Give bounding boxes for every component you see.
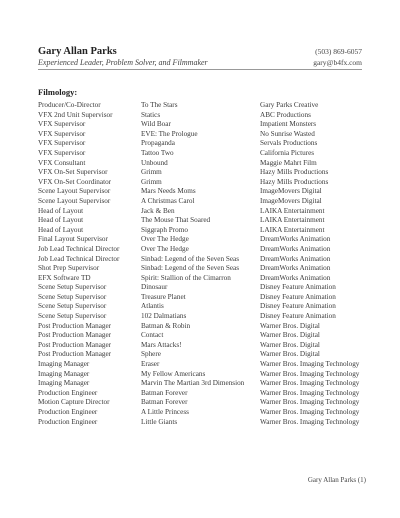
film-title: Statics xyxy=(141,110,161,119)
film-row xyxy=(38,255,368,265)
film-title: Sinbad: Legend of the Seven Seas xyxy=(141,254,240,263)
film-studio: Warner Bros. Imaging Technology xyxy=(260,379,360,388)
film-row xyxy=(38,149,368,159)
film-row xyxy=(38,207,368,217)
film-studio: Hazy Mills Productions xyxy=(260,177,329,186)
film-title: Dinosaur xyxy=(141,283,168,292)
film-title: A Christmas Carol xyxy=(141,196,195,205)
film-row xyxy=(38,379,368,389)
film-studio: LAIKA Entertainment xyxy=(260,225,325,234)
film-role: EFX Software TD xyxy=(38,273,91,282)
film-studio: DreamWorks Animation xyxy=(260,235,331,244)
film-role: VFX 2nd Unit Supervisor xyxy=(38,110,113,119)
film-title: Grimm xyxy=(141,177,162,186)
film-role: Production Engineer xyxy=(38,408,98,416)
film-title: Propaganda xyxy=(141,139,175,148)
film-role: Producer/Co-Director xyxy=(38,101,101,109)
film-row xyxy=(38,283,368,293)
film-title: My Fellow Americans xyxy=(141,369,206,378)
film-studio: DreamWorks Animation xyxy=(260,244,331,253)
author-name: Gary Allan Parks xyxy=(38,46,117,57)
film-studio: Warner Bros. Digital xyxy=(260,350,320,359)
film-studio: DreamWorks Animation xyxy=(260,273,331,282)
film-studio: Warner Bros. Imaging Technology xyxy=(260,388,360,397)
film-row xyxy=(38,101,368,111)
film-title: Sinbad: Legend of the Seven Seas xyxy=(141,264,240,273)
film-title: Contact xyxy=(141,331,164,340)
film-title: Mars Needs Moms xyxy=(141,187,196,196)
film-row xyxy=(38,197,368,207)
film-title: Wild Boar xyxy=(141,120,171,129)
film-studio: Impatient Monsters xyxy=(260,120,317,129)
film-role: VFX Supervisor xyxy=(38,148,86,157)
film-row xyxy=(38,293,368,303)
film-role: Post Production Manager xyxy=(38,340,112,349)
film-title: Over The Hedge xyxy=(141,235,189,244)
filmology-heading: Filmology: xyxy=(38,87,78,97)
film-row xyxy=(38,408,368,418)
film-row xyxy=(38,350,368,360)
film-role: VFX Supervisor xyxy=(38,120,86,129)
film-row xyxy=(38,360,368,370)
film-studio: Maggie Mahrt Film xyxy=(260,158,317,167)
film-role: Head of Layout xyxy=(38,206,84,215)
film-title: Batman Forever xyxy=(141,398,188,407)
film-row xyxy=(38,418,368,428)
film-role: Job Lead Technical Director xyxy=(38,254,120,263)
film-title: The Mouse That Soared xyxy=(141,216,211,225)
film-studio: Warner Bros. Digital xyxy=(260,321,320,330)
film-studio: Disney Feature Animation xyxy=(260,302,336,311)
email-address[interactable]: gary@b4fx.com xyxy=(313,58,362,67)
film-studio: Hazy Mills Productions xyxy=(260,168,329,177)
filmology-list xyxy=(38,101,368,427)
film-row xyxy=(38,226,368,236)
film-role: VFX On-Set Coordinator xyxy=(38,177,112,186)
film-title: To The Stars xyxy=(141,101,178,109)
film-title: Batman Forever xyxy=(141,388,188,397)
film-role: Head of Layout xyxy=(38,216,84,225)
film-studio: ImageMovers Digital xyxy=(260,187,322,196)
film-role: Head of Layout xyxy=(38,225,84,234)
film-role: Post Production Manager xyxy=(38,331,112,340)
film-studio: DreamWorks Animation xyxy=(260,254,331,263)
film-studio: Warner Bros. Imaging Technology xyxy=(260,360,360,369)
film-studio: Warner Bros. Imaging Technology xyxy=(260,417,360,426)
film-studio: LAIKA Entertainment xyxy=(260,216,325,225)
film-row xyxy=(38,187,368,197)
film-row xyxy=(38,178,368,188)
film-role: Imaging Manager xyxy=(38,369,90,378)
film-row xyxy=(38,111,368,121)
film-studio: Disney Feature Animation xyxy=(260,292,336,301)
film-role: Production Engineer xyxy=(38,388,98,397)
film-row xyxy=(38,302,368,312)
film-title: A Little Princess xyxy=(141,408,189,416)
film-row xyxy=(38,235,368,245)
film-studio: Disney Feature Animation xyxy=(260,283,336,292)
film-title: Unbound xyxy=(141,158,168,167)
film-studio: Servals Productions xyxy=(260,139,318,148)
film-role: Motion Capture Director xyxy=(38,398,110,407)
film-title: Spirit: Stallion of the Cimarron xyxy=(141,273,231,282)
film-role: Scene Setup Supervisor xyxy=(38,302,107,311)
film-studio: Warner Bros. Imaging Technology xyxy=(260,398,360,407)
film-role: Scene Setup Supervisor xyxy=(38,312,107,321)
film-studio: Warner Bros. Imaging Technology xyxy=(260,369,360,378)
film-role: VFX Supervisor xyxy=(38,129,86,138)
film-title: Mars Attacks! xyxy=(141,340,182,349)
film-role: Scene Setup Supervisor xyxy=(38,292,107,301)
film-row xyxy=(38,159,368,169)
film-role: Shot Prep Supervisor xyxy=(38,264,100,273)
film-title: 102 Dalmatians xyxy=(141,312,187,321)
film-row xyxy=(38,245,368,255)
film-row xyxy=(38,322,368,332)
header-divider xyxy=(38,69,362,70)
film-studio: Gary Parks Creative xyxy=(260,101,319,109)
film-role: Imaging Manager xyxy=(38,379,90,388)
film-role: Imaging Manager xyxy=(38,360,90,369)
film-row xyxy=(38,216,368,226)
film-role: Production Engineer xyxy=(38,417,98,426)
film-studio: Warner Bros. Digital xyxy=(260,331,320,340)
film-role: Scene Layout Supervisor xyxy=(38,196,111,205)
film-row xyxy=(38,331,368,341)
film-studio: No Sunrise Wasted xyxy=(260,129,315,138)
film-title: Over The Hedge xyxy=(141,244,189,253)
film-row xyxy=(38,389,368,399)
film-role: Scene Setup Supervisor xyxy=(38,283,107,292)
film-row xyxy=(38,312,368,322)
film-title: Atlantis xyxy=(141,302,164,311)
author-tagline: Experienced Leader, Problem Solver, and Filmmaker xyxy=(38,58,208,67)
film-studio: ImageMovers Digital xyxy=(260,196,322,205)
film-row xyxy=(38,398,368,408)
film-role: Post Production Manager xyxy=(38,321,112,330)
film-title: Siggraph Promo xyxy=(141,225,188,234)
phone-number: (503) 869-6057 xyxy=(315,47,362,56)
film-studio: Warner Bros. Imaging Technology xyxy=(260,408,360,416)
film-title: Treasure Planet xyxy=(141,292,186,301)
film-title: Marvin The Martian 3rd Dimension xyxy=(141,379,245,388)
film-row xyxy=(38,274,368,284)
page-footer: Gary Allan Parks (1) xyxy=(307,476,366,484)
film-studio: DreamWorks Animation xyxy=(260,264,331,273)
film-studio: LAIKA Entertainment xyxy=(260,206,325,215)
film-role: Final Layout Supervisor xyxy=(38,235,108,244)
film-studio: California Pictures xyxy=(260,148,315,157)
film-role: VFX Consultant xyxy=(38,158,86,167)
film-title: Tattoo Two xyxy=(141,148,174,157)
film-studio: Warner Bros. Digital xyxy=(260,340,320,349)
film-role: VFX On-Set Supervisor xyxy=(38,168,108,177)
film-row xyxy=(38,130,368,140)
film-title: Jack & Ben xyxy=(141,206,175,215)
film-row xyxy=(38,168,368,178)
film-row xyxy=(38,341,368,351)
film-title: Sphere xyxy=(141,350,161,359)
film-row xyxy=(38,120,368,130)
film-role: Post Production Manager xyxy=(38,350,112,359)
film-row xyxy=(38,139,368,149)
film-role: Job Lead Technical Director xyxy=(38,244,120,253)
film-title: Grimm xyxy=(141,168,162,177)
film-role: Scene Layout Supervisor xyxy=(38,187,111,196)
film-title: EVE: The Prologue xyxy=(141,129,198,138)
film-role: VFX Supervisor xyxy=(38,139,86,148)
film-title: Batman & Robin xyxy=(141,321,191,330)
film-title: Eraser xyxy=(141,360,160,369)
film-row xyxy=(38,264,368,274)
film-title: Little Giants xyxy=(141,417,178,426)
film-studio: ABC Productions xyxy=(260,110,311,119)
film-studio: Disney Feature Animation xyxy=(260,312,336,321)
film-row xyxy=(38,370,368,380)
